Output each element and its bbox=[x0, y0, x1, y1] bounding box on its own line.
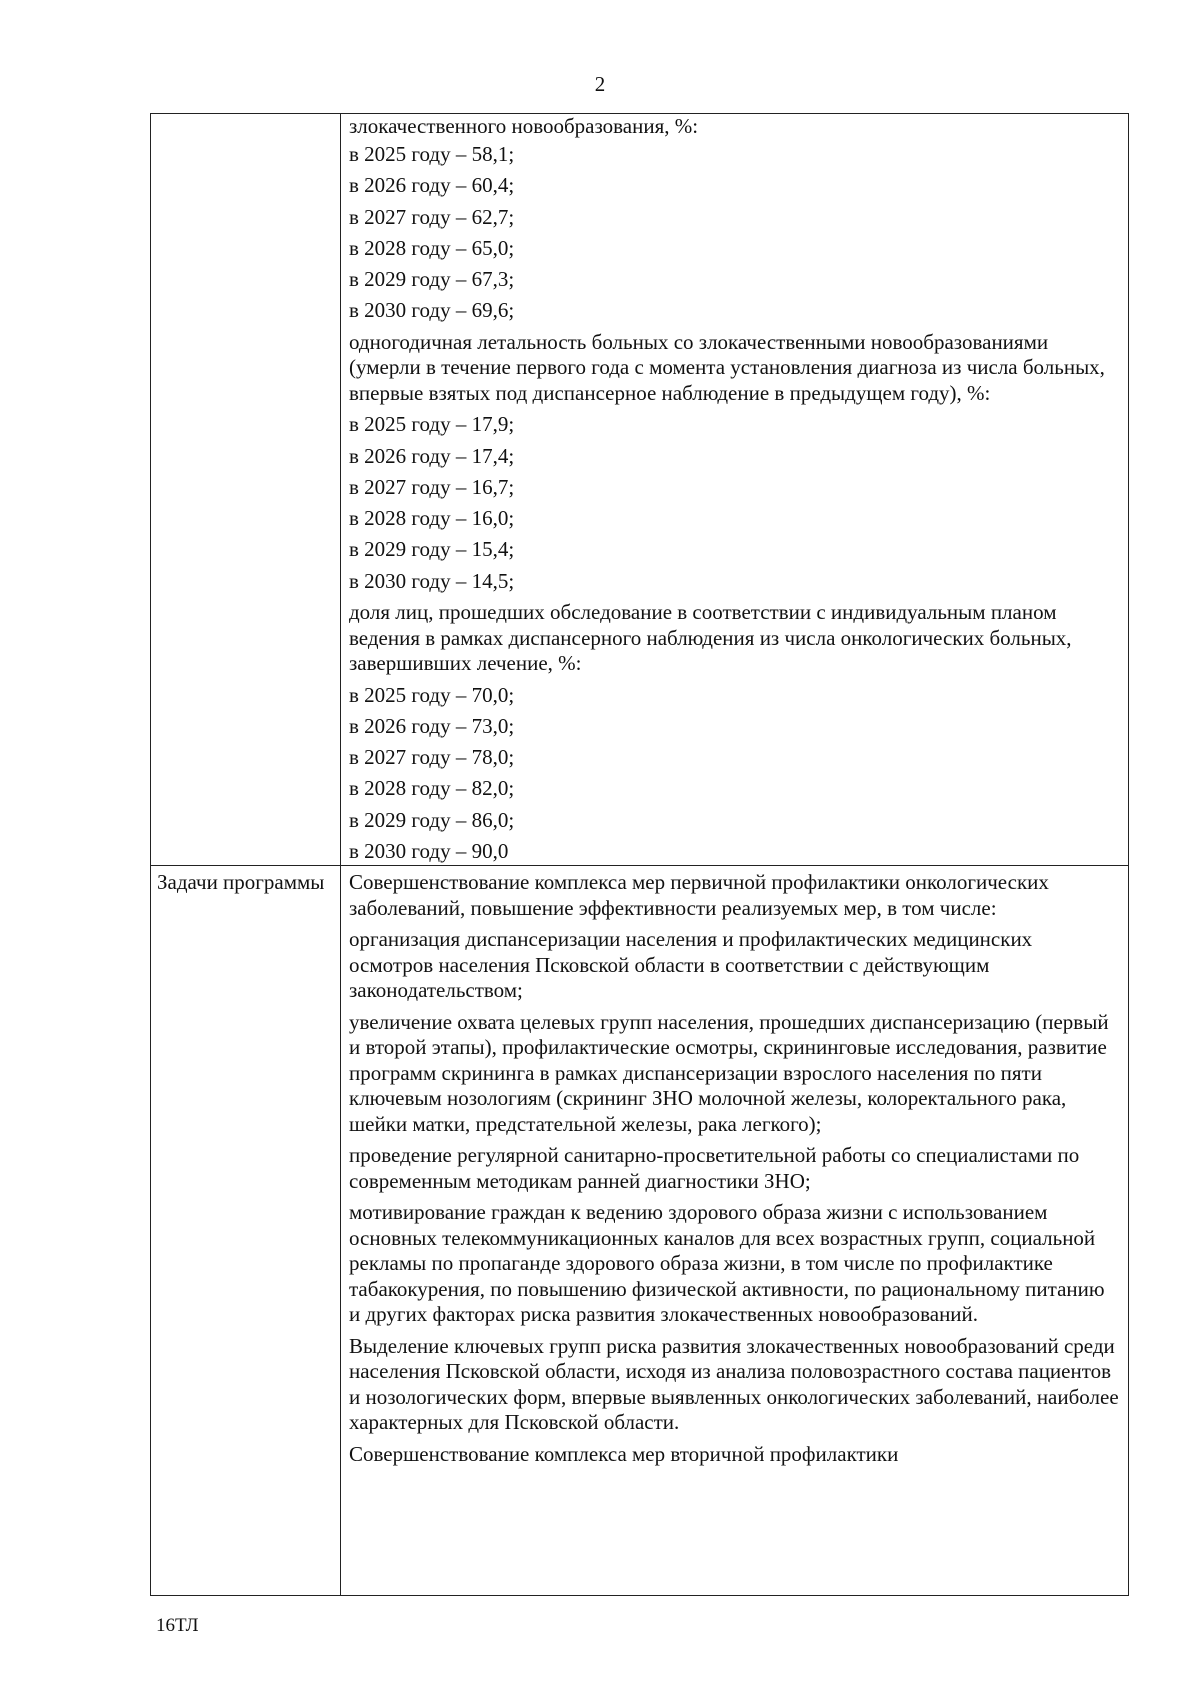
year-value: в 2029 году – 15,4; bbox=[349, 537, 515, 562]
year-value: в 2025 году – 58,1; bbox=[349, 142, 515, 166]
indicators-cell bbox=[341, 114, 1129, 866]
year-value: в 2030 году – 69,6; bbox=[349, 298, 515, 323]
row-label-tasks: Задачи программы bbox=[151, 866, 341, 1596]
year-value: в 2029 году – 67,3; bbox=[349, 267, 515, 292]
year-value: в 2026 году – 17,4; bbox=[349, 443, 515, 468]
row-label-empty bbox=[151, 114, 341, 866]
task-paragraph: Совершенствование комплекса мер первичной профилактики онкологических заболеваний, повышение эффективности реализуемых мер, в том числе: bbox=[349, 870, 1049, 920]
year-value: в 2026 году – 60,4; bbox=[349, 173, 515, 198]
passport-table bbox=[150, 113, 1129, 1596]
year-value: в 2027 году – 78,0; bbox=[349, 745, 515, 770]
tasks-cell bbox=[341, 866, 1129, 1596]
task-paragraph: увеличение охвата целевых групп населения, прошедших диспансеризацию (первый и второй этапы), профилактические осмотры, скрининговые исследования, развитие программ скрининга в рамках диспансеризации взрослого населения по пяти ключевым нозологиям (скрининг ЗНО молочной железы, колоректального рака, шейки матки, предстательной железы, рака легкого); bbox=[349, 1009, 1109, 1136]
year-value: в 2026 году – 73,0; bbox=[349, 713, 515, 738]
task-paragraph: Совершенствование комплекса мер вторичной профилактики bbox=[349, 1441, 899, 1466]
year-value: в 2025 году – 17,9; bbox=[349, 412, 515, 437]
task-paragraph: проведение регулярной санитарно-просветительной работы со специалистами по современным методикам ранней диагностики ЗНО; bbox=[349, 1143, 1080, 1193]
page-number: 2 bbox=[594, 72, 606, 96]
year-value: в 2025 году – 70,0; bbox=[349, 682, 515, 707]
indicator-title: доля лиц, прошедших обследование в соответствии с индивидуальным планом ведения в рамках диспансерного наблюдения из числа онкологических больных, завершивших лечение, %: bbox=[349, 600, 1072, 676]
year-value: в 2030 году – 90,0 bbox=[349, 839, 509, 864]
indicator-title: одногодичная летальность больных со злокачественными новообразованиями (умерли в течение первого года с момента установления диагноза из числа больных, впервые взятых под диспансерное наблюдение в предыдущем году), %: bbox=[349, 329, 1105, 405]
footer-code: 16ТЛ bbox=[156, 1615, 199, 1636]
task-paragraph: Выделение ключевых групп риска развития злокачественных новообразований среди населения Псковской области, исходя из анализа половозрастного состава пациентов и нозологических форм, впервые выявленных онкологических заболеваний, наиболее характерных для Псковской области. bbox=[349, 1333, 1119, 1435]
task-paragraph: мотивирование граждан к ведению здорового образа жизни с использованием основных телекоммуникационных каналов для всех возрастных групп, социальной рекламы по пропаганде здорового образа жизни, в том числе по профилактике табакокурения, по повышению физической активности, по рациональному питанию и других факторах риска развития злокачественных новообразований. bbox=[349, 1200, 1105, 1327]
year-value: в 2028 году – 65,0; bbox=[349, 235, 515, 260]
year-value: в 2027 году – 16,7; bbox=[349, 474, 515, 499]
year-value: в 2030 году – 14,5; bbox=[349, 568, 515, 593]
table-row bbox=[151, 114, 1129, 866]
year-value: в 2029 году – 86,0; bbox=[349, 807, 515, 832]
table-row bbox=[151, 866, 1129, 1596]
indicator-continuation: злокачественного новообразования, %: bbox=[349, 114, 699, 138]
year-value: в 2027 году – 62,7; bbox=[349, 204, 515, 229]
year-value: в 2028 году – 82,0; bbox=[349, 776, 515, 801]
task-paragraph: организация диспансеризации населения и профилактических медицинских осмотров населения Псковской области в соответствии с действующим законодательством; bbox=[349, 927, 1033, 1003]
year-value: в 2028 году – 16,0; bbox=[349, 506, 515, 531]
